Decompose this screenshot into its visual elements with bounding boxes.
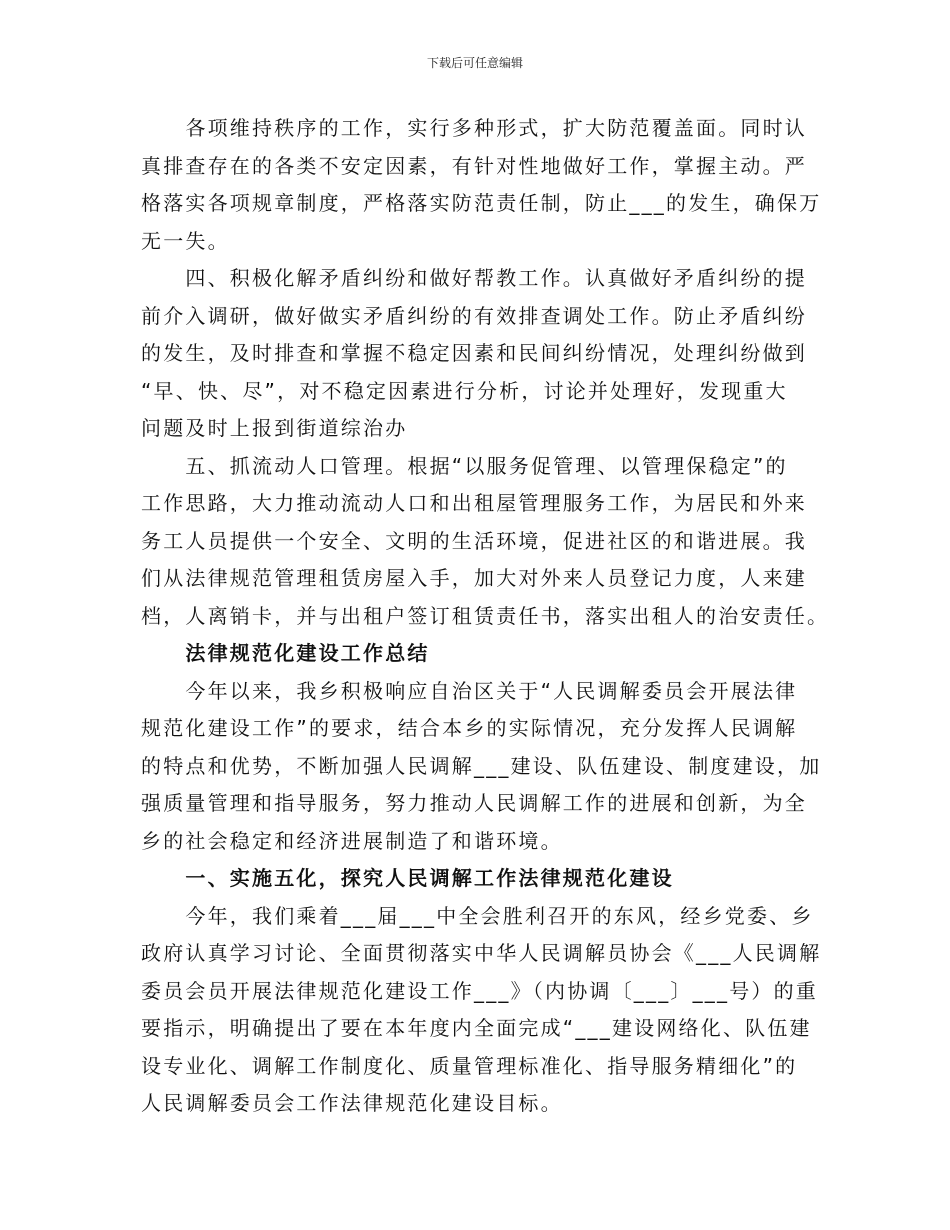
body-line: 真排查存在的各类不安定因素，有针对性地做好工作，掌握主动。严 bbox=[141, 153, 807, 178]
body-line: 无一失。 bbox=[141, 228, 230, 253]
body-line: 强质量管理和指导服务，努力推动人民调解工作的进展和创新，为全 bbox=[141, 791, 807, 815]
page-header: 下载后可任意编辑 bbox=[426, 56, 523, 70]
body-line: “早、快、尽”，对不稳定因素进行分析，讨论并处理好，发现重大 bbox=[141, 378, 788, 403]
body-line: 政府认真学习讨论、全面贯彻落实中华人民调解员协会《___人民调解 bbox=[141, 941, 822, 965]
body-line: 的特点和优势，不断加强人民调解___建设、队伍建设、制度建设，加 bbox=[141, 753, 822, 778]
section-heading: 一、实施五化，探究人民调解工作法律规范化建设 bbox=[141, 866, 674, 890]
document-body bbox=[141, 110, 830, 1123]
body-line: 设专业化、调解工作制度化、质量管理标准化、指导服务精细化”的 bbox=[141, 1053, 798, 1078]
body-line: 今年，我们乘着___届___中全会胜利召开的东风，经乡党委、乡 bbox=[141, 903, 814, 928]
body-line: 各项维持秩序的工作，实行多种形式，扩大防范覆盖面。同时认 bbox=[141, 116, 807, 140]
body-line: 规范化建设工作”的要求，结合本乡的实际情况，充分发挥人民调解 bbox=[141, 716, 798, 740]
body-line: 档，人离销卡，并与出租户签订租赁责任书，落实出租人的治安责任。 bbox=[141, 603, 830, 628]
body-line: 工作思路，大力推动流动人口和出租屋管理服务工作，为居民和外来 bbox=[141, 491, 807, 515]
body-line: 四、积极化解矛盾纠纷和做好帮教工作。认真做好矛盾纠纷的提 bbox=[141, 266, 807, 290]
body-line: 问题及时上报到街道综治办 bbox=[141, 416, 408, 440]
body-line: 人民调解委员会工作法律规范化建设目标。 bbox=[141, 1091, 563, 1115]
body-line: 们从法律规范管理租赁房屋入手，加大对外来人员登记力度，人来建 bbox=[141, 566, 807, 590]
body-line: 务工人员提供一个安全、文明的生活环境，促进社区的和谐进展。我 bbox=[141, 528, 807, 553]
body-line: 前介入调研，做好做实矛盾纠纷的有效排查调处工作。防止矛盾纠纷 bbox=[141, 303, 807, 328]
body-line: 委员会员开展法律规范化建设工作___》（内协调〔___〕___号）的重 bbox=[141, 978, 818, 1003]
body-line: 要指示，明确提出了要在本年度内全面完成“___建设网络化、队伍建 bbox=[141, 1016, 812, 1040]
section-title: 法律规范化建设工作总结 bbox=[141, 641, 430, 665]
body-line: 的发生，及时排查和掌握不稳定因素和民间纠纷情况，处理纠纷做到 bbox=[141, 341, 807, 365]
body-line: 格落实各项规章制度，严格落实防范责任制，防止___的发生，确保万 bbox=[141, 191, 822, 215]
body-line: 五、抓流动人口管理。根据“以服务促管理、以管理保稳定”的 bbox=[141, 453, 788, 478]
body-line: 乡的社会稳定和经济进展制造了和谐环境。 bbox=[141, 828, 563, 853]
body-line: 今年以来，我乡积极响应自治区关于“人民调解委员会开展法律 bbox=[141, 678, 798, 703]
